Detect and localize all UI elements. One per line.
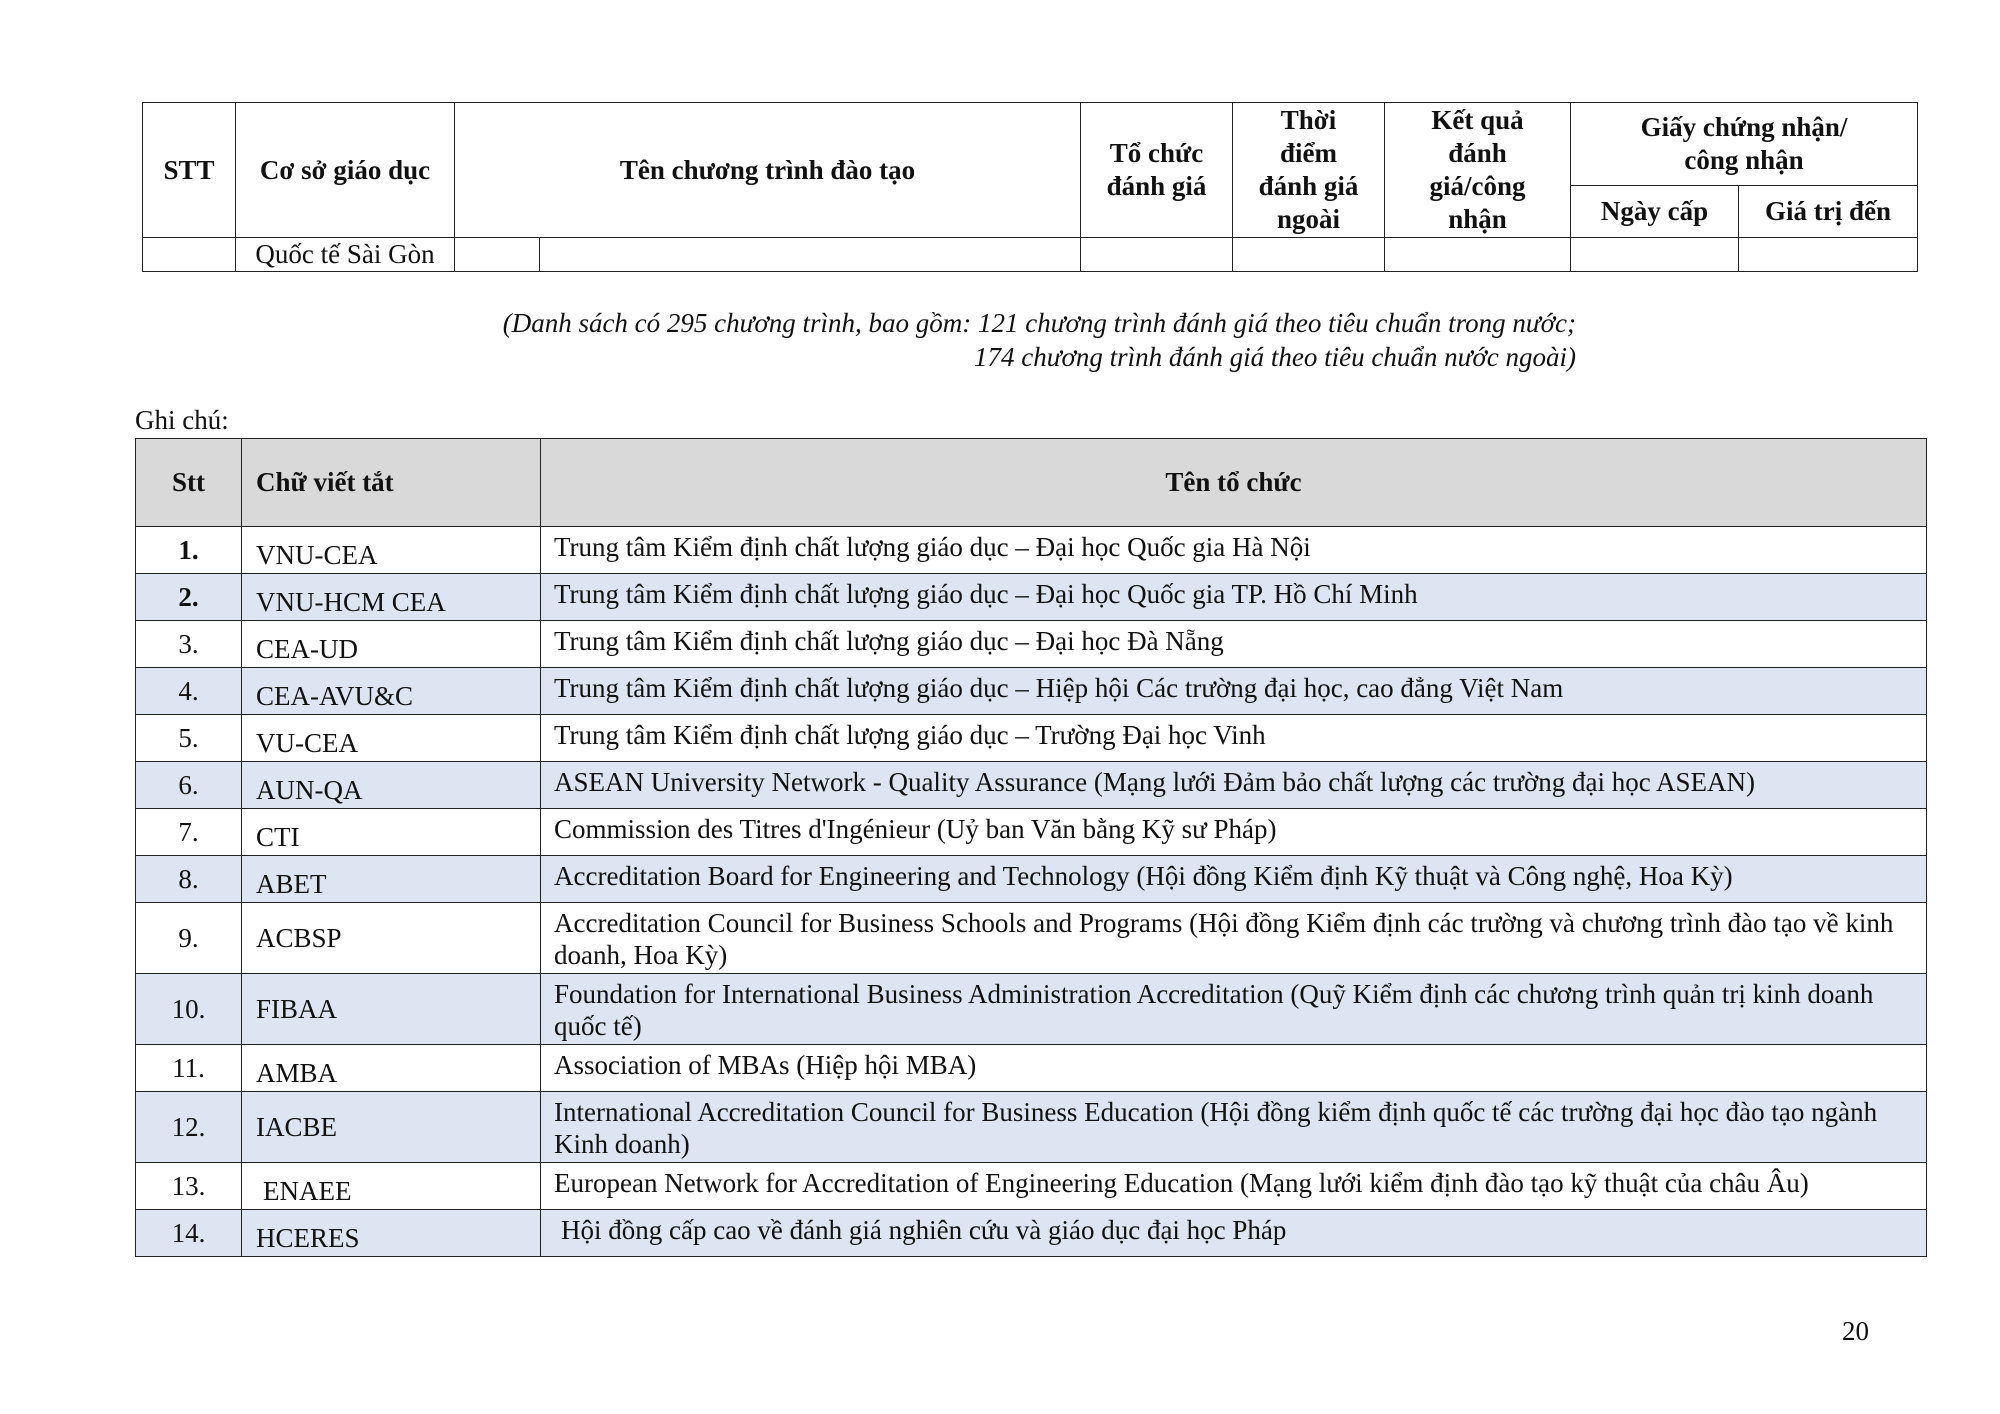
row-number: 7. — [136, 809, 242, 856]
row-organization-name: European Network for Accreditation of Engineering Education (Mạng lưới kiểm định đào tạo kỹ thuật của châu Âu) — [541, 1163, 1927, 1210]
row-abbreviation: CEA-UD — [242, 621, 541, 668]
cell-program-name — [540, 238, 1081, 272]
programs-table — [142, 102, 1918, 272]
row-organization-name: Accreditation Council for Business Schools and Programs (Hội đồng Kiểm định các trường và chương trình đào tạo về kinh doanh, Hoa Kỳ) — [541, 903, 1927, 974]
table-row — [136, 527, 1927, 574]
table-row — [143, 238, 1918, 272]
header-ten-chuong-trinh: Tên chương trình đào tạo — [455, 103, 1081, 238]
row-number: 6. — [136, 762, 242, 809]
row-abbreviation: ABET — [242, 856, 541, 903]
table-row — [136, 762, 1927, 809]
row-organization-name: Trung tâm Kiểm định chất lượng giáo dục – Đại học Quốc gia TP. Hồ Chí Minh — [541, 574, 1927, 621]
header-ket-qua: Kết quả đánh giá/công nhận — [1385, 103, 1571, 238]
header-to-chuc-danh-gia: Tổ chức đánh giá — [1081, 103, 1233, 238]
cell-program-index — [455, 238, 540, 272]
row-organization-name: Commission des Titres d'Ingénieur (Uỷ ban Văn bằng Kỹ sư Pháp) — [541, 809, 1927, 856]
row-organization-name: Association of MBAs (Hiệp hội MBA) — [541, 1045, 1927, 1092]
table-row — [136, 809, 1927, 856]
table-row — [136, 621, 1927, 668]
cell-co-so: Quốc tế Sài Gòn — [236, 238, 455, 272]
cell-ngay-cap — [1571, 238, 1739, 272]
table-row — [136, 574, 1927, 621]
row-number: 4. — [136, 668, 242, 715]
row-number: 12. — [136, 1092, 242, 1163]
row-abbreviation: HCERES — [242, 1210, 541, 1257]
cell-stt — [143, 238, 236, 272]
row-abbreviation: VU-CEA — [242, 715, 541, 762]
header-stt: STT — [143, 103, 236, 238]
table-row — [136, 1210, 1927, 1257]
header-giay-chung-nhan: Giấy chứng nhận/ công nhận — [1571, 103, 1918, 186]
row-number: 2. — [136, 574, 242, 621]
header-gia-tri-den: Giá trị đến — [1739, 186, 1918, 238]
row-organization-name: ASEAN University Network - Quality Assurance (Mạng lưới Đảm bảo chất lượng các trường đại học ASEAN) — [541, 762, 1927, 809]
summary-note — [503, 306, 1576, 374]
row-organization-name: Hội đồng cấp cao về đánh giá nghiên cứu và giáo dục đại học Pháp — [541, 1210, 1927, 1257]
row-abbreviation: AMBA — [242, 1045, 541, 1092]
row-organization-name: Foundation for International Business Administration Accreditation (Quỹ Kiểm định các chương trình quản trị kinh doanh quốc tế) — [541, 974, 1927, 1045]
row-organization-name: Trung tâm Kiểm định chất lượng giáo dục – Đại học Đà Nẵng — [541, 621, 1927, 668]
row-organization-name: International Accreditation Council for Business Education (Hội đồng kiểm định quốc tế các trường đại học đào tạo ngành Kinh doanh) — [541, 1092, 1927, 1163]
row-number: 8. — [136, 856, 242, 903]
page-number: 20 — [1842, 1316, 1869, 1346]
row-organization-name: Trung tâm Kiểm định chất lượng giáo dục – Hiệp hội Các trường đại học, cao đẳng Việt Nam — [541, 668, 1927, 715]
row-number: 1. — [136, 527, 242, 574]
table-row — [136, 974, 1927, 1045]
cell-thoi-diem — [1233, 238, 1385, 272]
row-number: 5. — [136, 715, 242, 762]
header-thoi-diem: Thời điểm đánh giá ngoài — [1233, 103, 1385, 238]
row-organization-name: Accreditation Board for Engineering and Technology (Hội đồng Kiểm định Kỹ thuật và Công nghệ, Hoa Kỳ) — [541, 856, 1927, 903]
row-organization-name: Trung tâm Kiểm định chất lượng giáo dục – Trường Đại học Vinh — [541, 715, 1927, 762]
row-abbreviation: IACBE — [242, 1092, 541, 1163]
row-abbreviation: VNU-HCM CEA — [242, 574, 541, 621]
row-number: 11. — [136, 1045, 242, 1092]
table-row — [136, 903, 1927, 974]
row-organization-name: Trung tâm Kiểm định chất lượng giáo dục – Đại học Quốc gia Hà Nội — [541, 527, 1927, 574]
table-row — [136, 1045, 1927, 1092]
row-abbreviation: FIBAA — [242, 974, 541, 1045]
row-number: 3. — [136, 621, 242, 668]
header-organization-name: Tên tổ chức — [541, 439, 1927, 527]
row-number: 10. — [136, 974, 242, 1045]
row-abbreviation: ACBSP — [242, 903, 541, 974]
note-label: Ghi chú: — [135, 405, 229, 435]
row-abbreviation: VNU-CEA — [242, 527, 541, 574]
row-number: 13. — [136, 1163, 242, 1210]
header-co-so-giao-duc: Cơ sở giáo dục — [236, 103, 455, 238]
table-row — [136, 856, 1927, 903]
header-ngay-cap: Ngày cấp — [1571, 186, 1739, 238]
cell-ket-qua — [1385, 238, 1571, 272]
table-row — [136, 668, 1927, 715]
row-abbreviation: ENAEE — [242, 1163, 541, 1210]
row-abbreviation: CEA-AVU&C — [242, 668, 541, 715]
summary-line-2: 174 chương trình đánh giá theo tiêu chuẩn nước ngoài) — [974, 342, 1576, 372]
header-stt: Stt — [136, 439, 242, 527]
summary-line-1: (Danh sách có 295 chương trình, bao gồm: 121 chương trình đánh giá theo tiêu chuẩn trong nước; — [502, 308, 1576, 338]
abbreviation-table — [135, 438, 1927, 1257]
table-row — [136, 1163, 1927, 1210]
row-number: 9. — [136, 903, 242, 974]
row-abbreviation: AUN-QA — [242, 762, 541, 809]
table-row — [136, 1092, 1927, 1163]
row-number: 14. — [136, 1210, 242, 1257]
cell-to-chuc — [1081, 238, 1233, 272]
table-row — [136, 715, 1927, 762]
cell-gia-tri-den — [1739, 238, 1918, 272]
header-abbreviation: Chữ viết tắt — [242, 439, 541, 527]
row-abbreviation: CTI — [242, 809, 541, 856]
